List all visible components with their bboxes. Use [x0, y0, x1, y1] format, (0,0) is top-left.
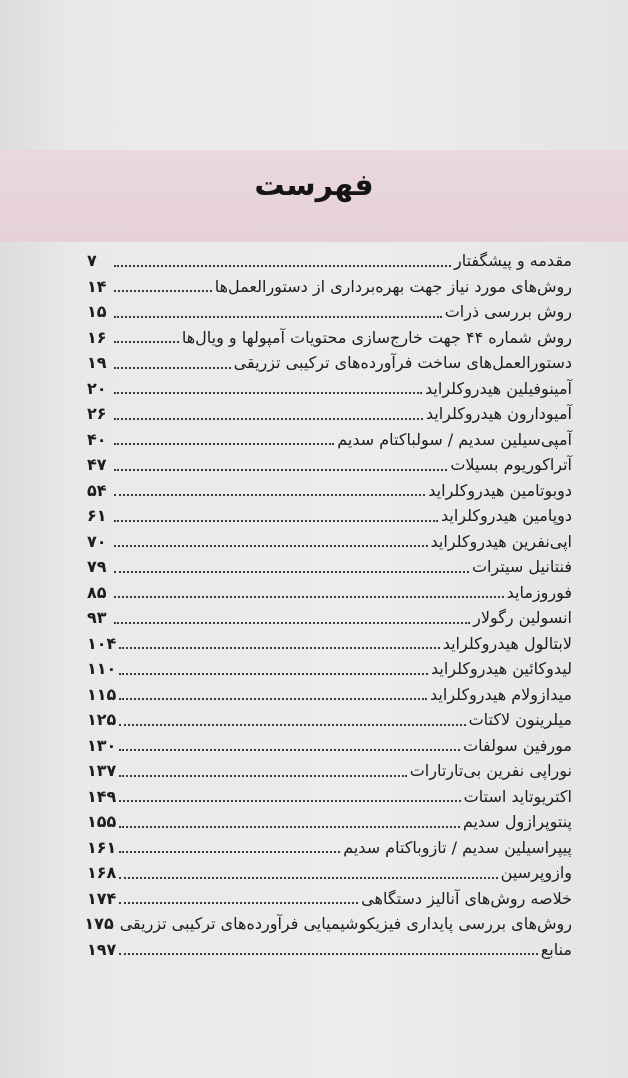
toc-entry [84, 911, 572, 937]
toc-entry [87, 758, 572, 784]
toc-entry [87, 248, 572, 274]
toc-entry [87, 452, 572, 478]
toc-entry-title: دوبوتامین هیدروکلراید [428, 480, 572, 500]
toc-entry [87, 325, 572, 351]
toc-page-number: ۵۴ [87, 480, 107, 500]
toc-page-number: ۷۹ [87, 557, 107, 576]
toc-dot-leader [119, 775, 406, 777]
toc-page-number: ۱۴۹ [87, 786, 117, 806]
toc-entry [87, 427, 572, 453]
toc-entry-title: مورفین سولفات [463, 735, 572, 755]
toc-entry-title: دوپامین هیدروکلراید [441, 506, 572, 525]
toc-entry [87, 605, 572, 631]
toc-entry [87, 299, 572, 325]
toc-dot-leader [114, 290, 212, 292]
toc-page-number: ۹۳ [87, 608, 107, 627]
toc-page-number: ۱۹ [87, 353, 107, 372]
toc-dot-leader [119, 749, 460, 751]
toc-dot-leader [119, 902, 358, 904]
toc-entry-title: اکتریوتاید استات [463, 786, 572, 806]
toc-entry [87, 478, 572, 504]
toc-entry-title: روش بررسی ذرات [444, 302, 572, 321]
toc-entry [87, 656, 572, 682]
toc-entry-title: فوروزماید [506, 582, 572, 602]
toc-entry-title: روش‌های مورد نیاز جهت بهره‌برداری از دستورالعمل‌ها [214, 276, 572, 296]
toc-entry [87, 631, 572, 657]
toc-page-number: ۱۶ [87, 327, 107, 347]
toc-page-number: ۱۳۷ [87, 761, 117, 780]
toc-dot-leader [114, 596, 504, 598]
toc-entry-title: لابتالول هیدروکلراید [442, 633, 572, 653]
toc-dot-leader [119, 647, 439, 649]
toc-dot-leader [114, 392, 422, 394]
toc-page-number: ۴۷ [87, 455, 107, 474]
toc-page-number: ۲۰ [87, 378, 107, 398]
toc-entry-title: آتراکوریوم بسیلات [450, 455, 572, 474]
toc-dot-leader [119, 851, 340, 853]
toc-page-number: ۴۰ [87, 429, 107, 449]
toc-page-number: ۱۷۵ [84, 914, 114, 933]
toc-entry [87, 580, 572, 606]
toc-entry [87, 376, 572, 402]
toc-dot-leader [114, 494, 425, 496]
toc-entry-title: لیدوکائین هیدروکلراید [430, 659, 572, 678]
toc-entry [87, 809, 572, 835]
toc-dot-leader [119, 800, 460, 802]
toc-entry [87, 503, 572, 529]
toc-entry [87, 682, 572, 708]
toc-entry-title: انسولین رگولار [473, 608, 572, 627]
toc-page-number: ۶۱ [87, 506, 107, 525]
toc-dot-leader [119, 698, 427, 700]
table-of-contents [84, 248, 572, 962]
toc-entry [87, 937, 572, 963]
toc-entry [87, 554, 572, 580]
toc-entry-title: نوراپی نفرین بی‌تارتارات [409, 761, 572, 780]
page-title: فهرست [254, 168, 374, 203]
toc-entry-title: روش شماره ۴۴ جهت خارج‌سازی محتویات آمپولها و ویال‌ها [181, 327, 572, 347]
toc-entry [87, 350, 572, 376]
toc-entry [87, 707, 572, 733]
toc-page-number: ۱۹۷ [87, 939, 117, 959]
toc-entry-title: دستورالعمل‌های ساخت فرآورده‌های ترکیبی تزریقی [233, 353, 572, 372]
toc-page-number: ۱۱۰ [87, 659, 117, 678]
toc-entry [87, 529, 572, 555]
toc-entry-title: میلرینون لاکتات [468, 710, 572, 729]
toc-dot-leader [114, 520, 438, 522]
toc-page-number: ۷ [87, 251, 97, 270]
toc-entry-title: فنتانیل سیترات [471, 557, 572, 576]
toc-dot-leader [119, 673, 428, 675]
toc-page-number: ۱۶۱ [87, 837, 117, 857]
toc-dot-leader [114, 545, 428, 547]
toc-page-number: ۱۰۴ [87, 633, 117, 653]
toc-dot-leader [114, 341, 179, 343]
toc-entry-title: اپی‌نفرین هیدروکلراید [430, 531, 572, 551]
toc-dot-leader [114, 265, 451, 267]
toc-page-number: ۱۶۸ [87, 863, 117, 882]
toc-entry-title: مقدمه و پیشگفتار [453, 251, 572, 270]
toc-page-number: ۱۵۵ [87, 812, 117, 831]
toc-dot-leader [119, 724, 465, 726]
toc-dot-leader [114, 418, 423, 420]
toc-entry [87, 835, 572, 861]
toc-page-number: ۲۶ [87, 404, 107, 423]
toc-entry [87, 784, 572, 810]
toc-page-number: ۱۳۰ [87, 735, 117, 755]
toc-page-number: ۸۵ [87, 582, 107, 602]
toc-dot-leader [114, 571, 469, 573]
toc-entry [87, 733, 572, 759]
toc-dot-leader [119, 877, 497, 879]
toc-entry [87, 860, 572, 886]
toc-page-number: ۱۲۵ [87, 710, 117, 729]
toc-page-number: ۱۵ [87, 302, 107, 321]
toc-page-number: ۱۱۵ [87, 684, 117, 704]
toc-entry [87, 274, 572, 300]
toc-dot-leader [119, 826, 460, 828]
toc-entry [87, 886, 572, 912]
toc-dot-leader [114, 469, 447, 471]
toc-entry-title: پنتوپرازول سدیم [462, 812, 572, 831]
toc-entry-title: خلاصه روش‌های آنالیز دستگاهی [361, 888, 572, 908]
toc-entry-title: آمینوفیلین هیدروکلراید [425, 378, 572, 398]
toc-page-number: ۱۴ [87, 276, 107, 296]
toc-entry-title: وازوپرسین [500, 863, 572, 882]
toc-dot-leader [114, 316, 442, 318]
toc-dot-leader [114, 622, 470, 624]
toc-entry-title: آمپی‌سیلین سدیم / سولباکتام سدیم [337, 429, 572, 449]
toc-dot-leader [119, 953, 537, 955]
toc-entry-title: آمیودارون هیدروکلراید [425, 404, 572, 423]
toc-entry-title: پیپراسیلین سدیم / تازوباکتام سدیم [343, 837, 572, 857]
toc-page-number: ۷۰ [87, 531, 107, 551]
toc-dot-leader [114, 443, 334, 445]
toc-entry-title: میدازولام هیدروکلراید [430, 684, 572, 704]
toc-dot-leader [114, 367, 231, 369]
toc-entry-title: منابع [540, 939, 572, 959]
toc-entry [87, 401, 572, 427]
toc-entry-title: روش‌های بررسی پایداری فیزیکوشیمیایی فرآورده‌های ترکیبی تزریقی [119, 914, 572, 933]
toc-page-number: ۱۷۴ [87, 888, 117, 908]
